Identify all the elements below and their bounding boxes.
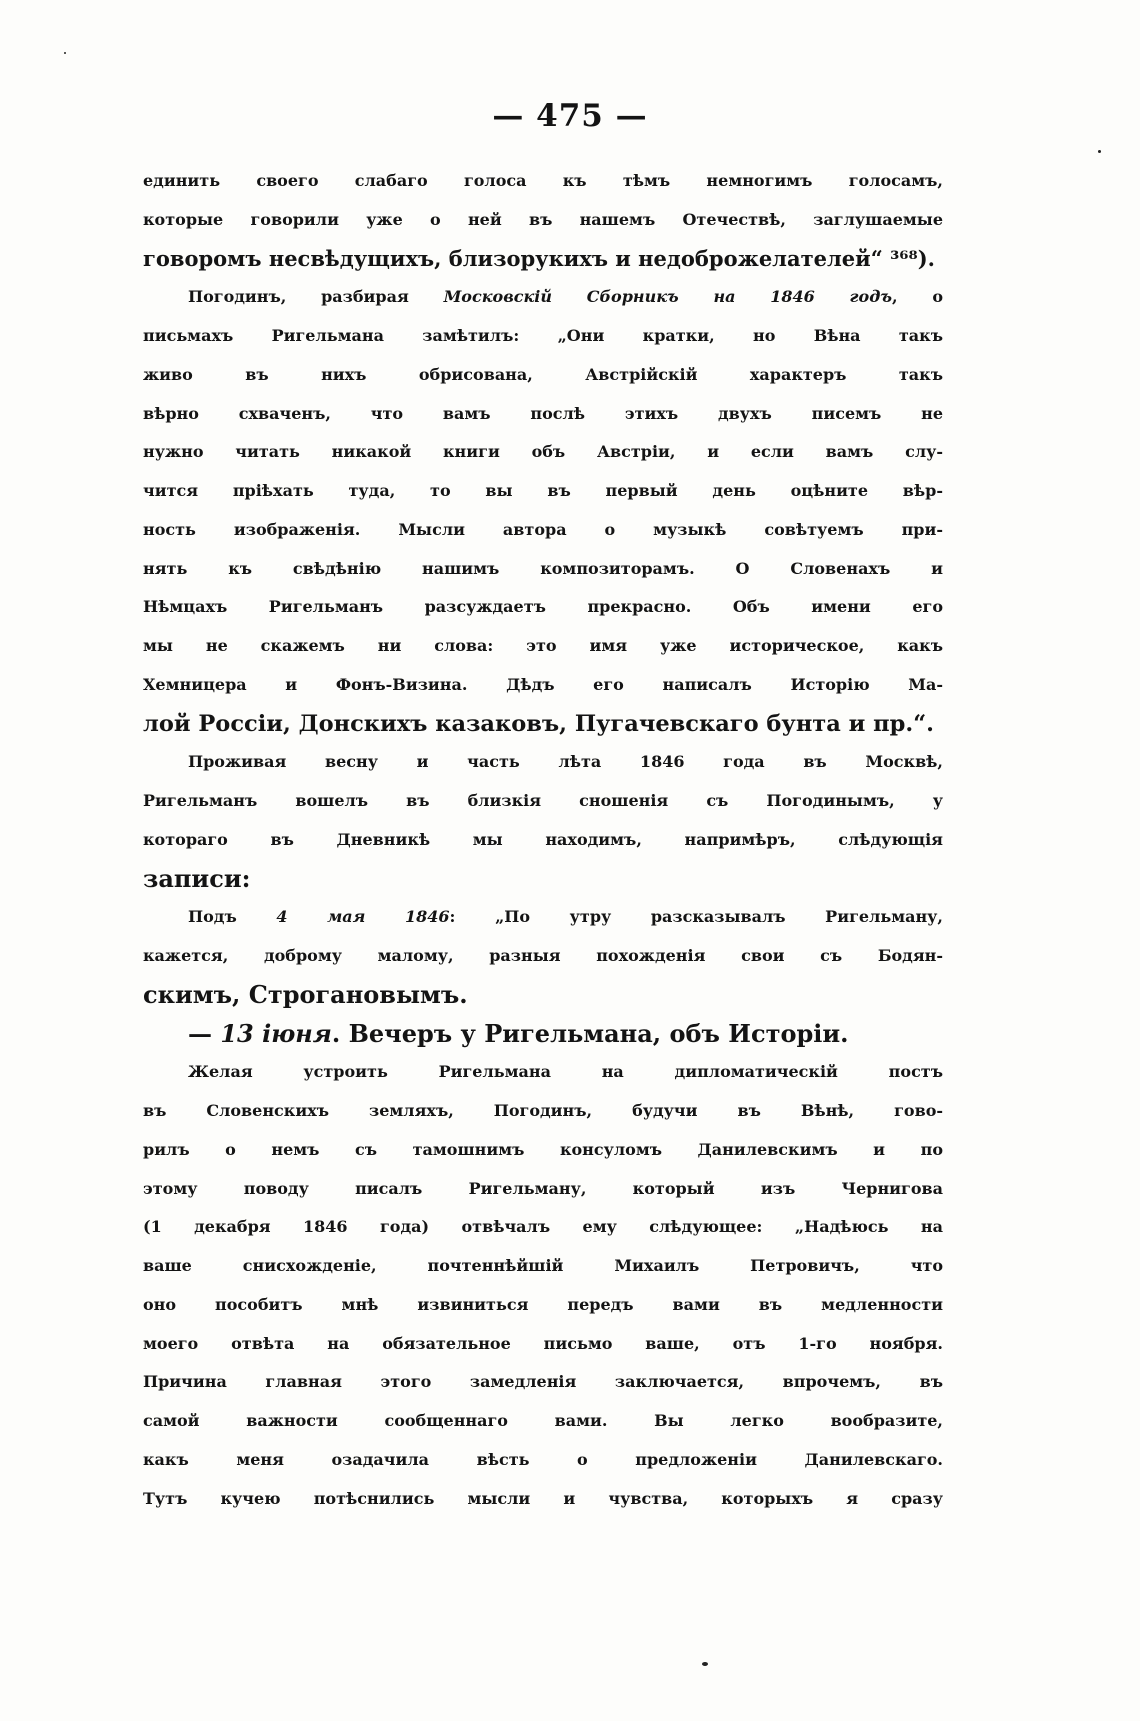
- text-span: живо въ нихъ обрисована, Австрійскій характеръ такъ: [143, 364, 943, 384]
- text-line: [143, 821, 943, 860]
- text-line: [143, 278, 943, 317]
- text-span: мы не скажемъ ни слова: это имя уже историческое, какъ: [143, 636, 943, 655]
- text-span: . Вечеръ у Ригельмана, объ Исторіи.: [331, 1018, 849, 1048]
- text-line: [143, 472, 943, 511]
- text-span: рилъ о немъ съ тамошнимъ консуломъ Данилевскимъ и по: [143, 1139, 943, 1159]
- text-line: [143, 550, 943, 589]
- text-line: [143, 705, 943, 744]
- text-line: [143, 782, 943, 821]
- text-span: какъ меня озадачила вѣсть о предложеніи Данилевскаго.: [143, 1449, 943, 1469]
- text-span: лой Россіи, Донскихъ казаковъ, Пугачевскаго бунта и пр.“.: [143, 710, 934, 737]
- text-span: нять къ свѣдѣнію нашимъ композиторамъ. О Словенахъ и: [143, 558, 943, 578]
- text-span: говоромъ несвѣдущихъ, близорукихъ и недоброжелателей“ ³⁶⁸).: [143, 245, 935, 271]
- page-number: — 475 —: [492, 98, 648, 134]
- text-line: [143, 1247, 943, 1286]
- text-span: кажется, доброму малому, разныя похожденія свои съ Бодян-: [143, 946, 943, 965]
- text-line: [143, 1208, 943, 1247]
- text-line: [143, 240, 943, 279]
- text-span: скимъ, Строгановымъ.: [143, 979, 468, 1009]
- text-line: [143, 162, 943, 201]
- text-line: [143, 1480, 943, 1519]
- text-span: моего отвѣта на обязательное письмо ваше, отъ 1-го ноября.: [143, 1333, 943, 1353]
- text-span: ность изображенія. Мысли автора о музыкѣ совѣтуемъ при-: [143, 519, 943, 539]
- italic-text-span: 4 мая 1846: [276, 907, 450, 927]
- text-line: [143, 1402, 943, 1441]
- text-line: [143, 1363, 943, 1402]
- text-line: [143, 1015, 943, 1054]
- text-line: [143, 356, 943, 395]
- text-span: Ригельманъ вошелъ въ близкія сношенія съ Погодинымъ, у: [143, 791, 943, 810]
- text-line: [143, 433, 943, 472]
- text-span: Желая устроить Ригельмана на дипломатическій постъ: [188, 1062, 943, 1082]
- text-line: [143, 743, 943, 782]
- text-line: [143, 627, 943, 666]
- text-line: [143, 976, 943, 1015]
- print-speck: [64, 52, 66, 54]
- text-line: [143, 588, 943, 627]
- text-span: нужно читать никакой книги объ Австріи, и если вамъ слу-: [143, 442, 943, 462]
- text-span: въ Словенскихъ земляхъ, Погодинъ, будучи въ Вѣнѣ, гово-: [143, 1101, 943, 1120]
- text-span: Причина главная этого замедленія заключается, впрочемъ, въ: [143, 1372, 943, 1392]
- text-line: [143, 1325, 943, 1364]
- text-span: вѣрно схваченъ, что вамъ послѣ этихъ двухъ писемъ не: [143, 403, 943, 423]
- text-span: записи:: [143, 863, 251, 893]
- text-span: Проживая весну и часть лѣта 1846 года въ Москвѣ,: [188, 752, 943, 772]
- text-span: оно пособитъ мнѣ извиниться передъ вами въ медленности: [143, 1294, 943, 1314]
- text-span: чится пріѣхать туда, то вы въ первый день оцѣните вѣр-: [143, 481, 943, 500]
- text-line: [143, 937, 943, 976]
- text-span: Тутъ кучею потѣснились мысли и чувства, которыхъ я сразу: [143, 1488, 943, 1508]
- text-span: единить своего слабаго голоса къ тѣмъ немногимъ голосамъ,: [143, 171, 943, 190]
- text-line: [143, 1053, 943, 1092]
- body-text: [143, 162, 943, 1518]
- text-span: : „По утру разсказывалъ Ригельману,: [449, 907, 943, 927]
- text-span: , о: [891, 287, 943, 307]
- text-span: Подъ: [188, 907, 277, 927]
- text-span: Хемницера и Фонъ-Визина. Дѣдъ его написалъ Исторію Ма-: [143, 674, 943, 694]
- text-span: (1 декабря 1846 года) отвѣчалъ ему слѣдующее: „Надѣюсь на: [143, 1217, 943, 1237]
- text-span: Нѣмцахъ Ригельманъ разсуждаетъ прекрасно. Объ имени его: [143, 597, 943, 617]
- text-line: [143, 666, 943, 705]
- text-span: этому поводу писалъ Ригельману, который изъ Чернигова: [143, 1178, 943, 1198]
- text-span: ваше снисхожденіе, почтеннѣйшій Михаилъ Петровичъ, что: [143, 1256, 943, 1275]
- text-span: самой важности сообщеннаго вами. Вы легко вообразите,: [143, 1411, 943, 1430]
- print-speck: [1098, 150, 1101, 153]
- text-line: [143, 1131, 943, 1170]
- text-line: [143, 395, 943, 434]
- text-line: [143, 1286, 943, 1325]
- italic-text-span: Московскій Сборникъ на 1846 годъ: [443, 287, 892, 307]
- text-line: [143, 860, 943, 899]
- text-span: Погодинъ, разбирая: [188, 287, 444, 307]
- text-span: —: [188, 1018, 221, 1048]
- text-line: [143, 201, 943, 240]
- text-span: письмахъ Ригельмана замѣтилъ: „Они кратки, но Вѣна такъ: [143, 326, 943, 345]
- text-span: которые говорили уже о ней въ нашемъ Отечествѣ, заглушаемые: [143, 209, 943, 229]
- text-line: [143, 317, 943, 356]
- text-span: котораго въ Дневникѣ мы находимъ, напримѣръ, слѣдующія: [143, 829, 943, 849]
- italic-text-span: 13 іюня: [220, 1018, 332, 1048]
- print-speck: [702, 1662, 708, 1666]
- text-line: [143, 1441, 943, 1480]
- text-line: [143, 1170, 943, 1209]
- text-line: [143, 898, 943, 937]
- text-line: [143, 511, 943, 550]
- text-line: [143, 1092, 943, 1131]
